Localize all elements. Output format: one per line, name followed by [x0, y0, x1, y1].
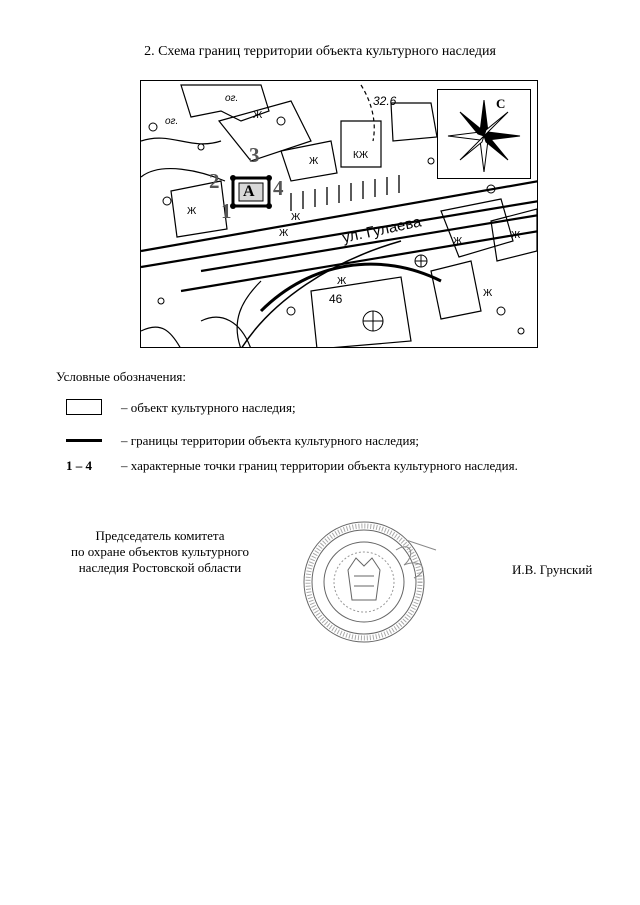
legend-object-text: – объект культурного наследия; [121, 400, 296, 415]
legend-title: Условные обозначения: [56, 369, 187, 384]
residential-mark: Ж [453, 236, 463, 247]
official-seal [296, 510, 446, 650]
position-line: по охране объектов культурного [71, 544, 249, 559]
boundary-map [140, 80, 538, 348]
residential-mark: Ж [187, 206, 197, 217]
legend-boundary-symbol [66, 439, 102, 442]
boundary-point-1: 1 [221, 199, 232, 223]
compass-rose [437, 89, 531, 179]
position-line: Председатель комитета [95, 528, 225, 543]
residential-mark: Ж [337, 276, 347, 287]
signatory-position [40, 528, 280, 576]
position-line: наследия Ростовской области [78, 560, 242, 575]
street-label: ул. Гулаева [340, 213, 423, 247]
legend-points-symbol: 1 – 4 [66, 458, 92, 473]
garden-label: ог. [165, 116, 179, 127]
boundary-point-4: 4 [273, 176, 284, 200]
residential-mark: Ж [511, 230, 521, 241]
legend-boundary-text: – границы территории объекта культурного наследия; [121, 433, 420, 448]
compass-icon [438, 90, 532, 180]
residential-mark: Ж [309, 156, 319, 167]
elevation-label: 32.6 [373, 94, 397, 108]
boundary-point-2: 2 [209, 169, 220, 193]
boundary-point-3: 3 [249, 143, 260, 167]
legend-object-symbol [66, 399, 102, 415]
signatory-name: И.В. Грунский [512, 562, 593, 577]
residential-mark: Ж [253, 110, 263, 121]
garden-label: ог. [225, 93, 239, 104]
residential-mark: КЖ [353, 150, 369, 161]
heritage-object-label: А [243, 183, 255, 200]
page-title: 2. Схема границ территории объекта культурного наследия [144, 44, 496, 59]
compass-north-label: С [496, 96, 506, 111]
residential-mark: Ж [483, 288, 493, 299]
residential-mark: Ж [291, 212, 301, 223]
house-number: 46 [329, 292, 343, 306]
legend-points-text: – характерные точки границ территории объекта культурного наследия. [121, 458, 518, 473]
residential-mark: Ж [279, 228, 289, 239]
